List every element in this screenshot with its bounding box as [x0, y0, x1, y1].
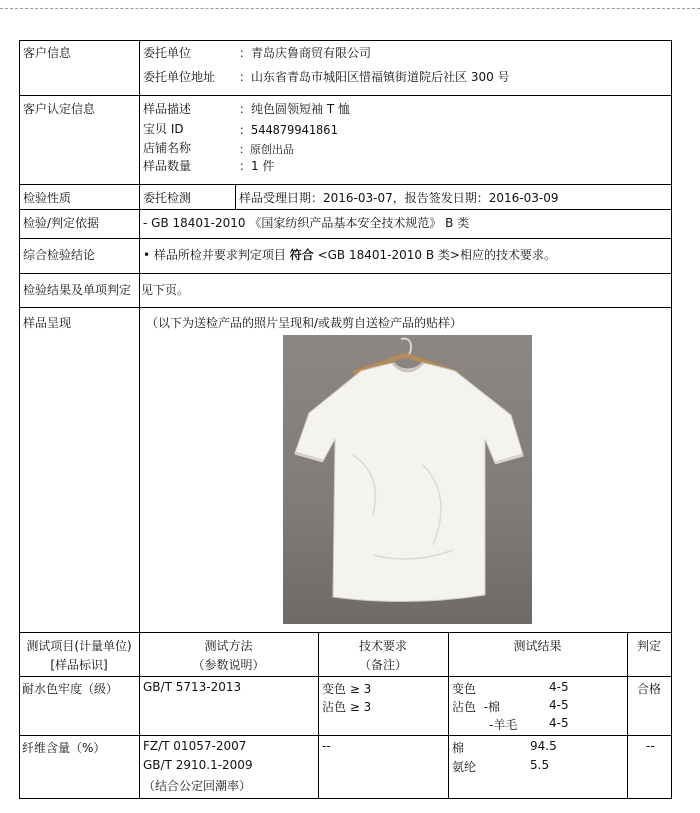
client-section-label: 客户信息: [23, 46, 72, 60]
table-border-left: [19, 40, 20, 799]
row1-result-value-1: 4-5: [549, 680, 569, 694]
row2-item: 纤维含量（%）: [22, 741, 106, 755]
baby-id-label: 宝贝 ID: [143, 122, 184, 136]
table-border-right: [671, 40, 672, 799]
conclusion-label: 综合检验结论: [23, 248, 96, 262]
row1-req-2: 沾色 ≥ 3: [322, 700, 372, 714]
basis-value: - GB 18401-2010 《国家纺织产品基本安全技术规范》 B 类: [143, 216, 470, 230]
row1-req-1: 变色 ≥ 3: [322, 682, 372, 696]
shop-name-value: ：原创出品: [239, 143, 294, 156]
results-summary-label: 检验结果及单项判定: [23, 283, 132, 297]
sample-desc-value: ：纯色圆领短袖 T 恤: [239, 102, 350, 116]
row-divider: [19, 238, 672, 239]
row-divider: [19, 95, 672, 96]
sample-desc-label: 样品描述: [143, 102, 192, 116]
row-divider: [19, 632, 672, 633]
row-divider: [19, 209, 672, 210]
row1-item: 耐水色牢度（级）: [22, 682, 119, 696]
conclusion-text: [143, 246, 556, 263]
entrust-unit-label: 委托单位: [143, 46, 192, 60]
header-method-line1: 测试方法: [204, 639, 253, 653]
row2-method-1: FZ/T 01057-2007: [143, 739, 247, 753]
conclusion-suffix: <GB 18401-2010 B 类>相应的技术要求。: [317, 248, 556, 262]
row-divider: [19, 307, 672, 308]
table-date-divider: [235, 184, 236, 209]
row1-judge: 合格: [637, 682, 662, 696]
row-divider: [19, 735, 672, 736]
header-item-line1: 测试项目(计量单位): [26, 639, 132, 653]
entrust-unit-value: ：青岛庆鲁商贸有限公司: [239, 46, 372, 60]
row1-result-name-3: -羊毛: [489, 718, 518, 732]
identified-section-label: 客户认定信息: [23, 102, 96, 116]
header-req-line2: （备注）: [358, 658, 407, 672]
sample-caption: （以下为送检产品的照片呈现和/或裁剪自送检产品的贴样）: [146, 316, 463, 330]
sample-qty-value: ：1 件: [239, 159, 275, 173]
entrust-address-label: 委托单位地址: [143, 70, 216, 84]
row1-method: GB/T 5713-2013: [143, 680, 242, 694]
row1-result-name-2: 沾色 -棉: [452, 700, 500, 714]
top-dashed-separator: [0, 8, 700, 9]
header-judge: 判定: [636, 639, 661, 653]
header-item-line2: [样品标识]: [50, 658, 108, 672]
row2-method-3: （结合公定回潮率）: [143, 779, 252, 793]
sample-photo: [283, 335, 532, 624]
row-divider: [19, 676, 672, 677]
entrust-address-value: ：山东省青岛市城阳区惜福镇街道院后社区 300 号: [239, 70, 510, 84]
test-col-divider: [627, 632, 628, 799]
test-col-divider: [448, 632, 449, 799]
row2-method-2: GB/T 2910.1-2009: [143, 758, 253, 772]
sample-label: 样品呈现: [23, 316, 72, 330]
basis-label: 检验/判定依据: [23, 216, 100, 230]
results-summary-value: 见下页。: [141, 283, 190, 297]
row1-result-name-1: 变色: [452, 682, 477, 696]
row2-judge: --: [646, 739, 655, 753]
row1-result-value-2: 4-5: [549, 698, 569, 712]
baby-id-value: ：544879941861: [239, 123, 338, 137]
table-border-bottom: [19, 798, 672, 799]
inspection-dates: 样品受理日期：2016-03-07，报告签发日期：2016-03-09: [239, 191, 559, 205]
row2-result-name-1: 棉: [452, 741, 465, 755]
row-divider: [19, 273, 672, 274]
conclusion-verdict: 符合: [289, 248, 314, 262]
header-req-line1: 技术要求: [358, 639, 407, 653]
table-col-divider: [139, 40, 140, 632]
row2-result-name-2: 氨纶: [452, 760, 477, 774]
row2-req: --: [322, 739, 331, 753]
row2-result-value-2: 5.5: [530, 758, 550, 772]
inspection-nature-value: 委托检测: [143, 191, 192, 205]
sample-qty-label: 样品数量: [143, 159, 192, 173]
row-divider: [19, 184, 672, 185]
table-border-top: [19, 40, 672, 41]
header-method-line2: （参数说明）: [192, 658, 265, 672]
row1-result-value-3: 4-5: [549, 716, 569, 730]
conclusion-prefix: • 样品所检并要求判定项目: [143, 248, 286, 262]
shop-name-label: 店铺名称: [143, 141, 192, 155]
row2-result-value-1: 94.5: [530, 739, 557, 753]
header-result: 测试结果: [513, 639, 562, 653]
inspection-nature-label: 检验性质: [23, 191, 72, 205]
